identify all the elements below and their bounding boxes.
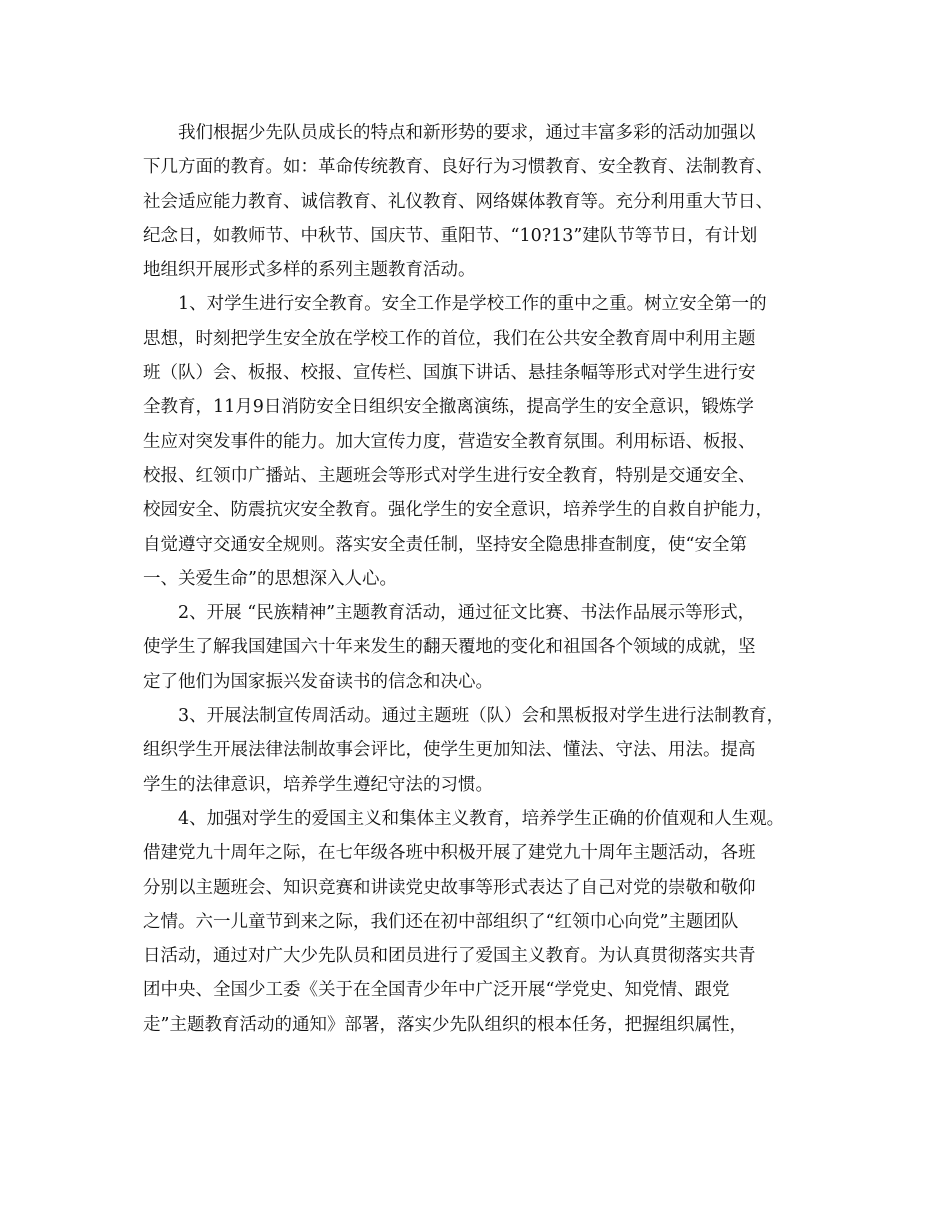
paragraph-intro xyxy=(143,116,823,287)
document-body xyxy=(143,116,823,1042)
text-line: 学生的法律意识，培养学生遵纪守法的习惯。 xyxy=(143,774,493,795)
text-line: 定了他们为国家振兴发奋读书的信念和决心。 xyxy=(143,671,493,692)
text-line: 1、对学生进行安全教育。安全工作是学校工作的重中之重。树立安全第一的 xyxy=(178,294,767,315)
paragraph-legal-week xyxy=(143,699,823,802)
text-line: 班（队）会、板报、校报、宣传栏、国旗下讲话、悬挂条幅等形式对学生进行安 xyxy=(143,363,756,384)
text-line: 借建党九十周年之际，在七年级各班中积极开展了建党九十周年主题活动，各班 xyxy=(143,843,756,864)
text-line: 我们根据少先队员成长的特点和新形势的要求，通过丰富多彩的活动加强以 xyxy=(178,123,756,143)
text-line: 全教育，11月9日消防安全日组织安全撤离演练，提高学生的安全意识，锻炼学 xyxy=(143,397,754,418)
text-line: 日活动，通过对广大少先队员和团员进行了爱国主义教育。为认真贯彻落实共青 xyxy=(143,946,756,967)
text-line: 生应对突发事件的能力。加大宣传力度，营造安全教育氛围。利用标语、板报、 xyxy=(143,431,756,452)
text-line: 4、加强对学生的爱国主义和集体主义教育，培养学生正确的价值观和人生观。 xyxy=(178,808,785,829)
text-line: 校园安全、防震抗灾安全教育。强化学生的安全意识，培养学生的自救自护能力， xyxy=(143,500,773,521)
text-line: 社会适应能力教育、诚信教育、礼仪教育、网络媒体教育等。充分利用重大节日、 xyxy=(143,191,773,212)
paragraph-patriotism xyxy=(143,802,823,1042)
text-line: 走”主题教育活动的通知》部署，落实少先队组织的根本任务，把握组织属性， xyxy=(143,1014,747,1035)
text-line: 下几方面的教育。如：革命传统教育、良好行为习惯教育、安全教育、法制教育、 xyxy=(143,157,773,178)
text-line: 纪念日，如教师节、中秋节、国庆节、重阳节、“10?13”建队节等节日，有计划 xyxy=(143,225,758,246)
text-line: 组织学生开展法律法制故事会评比，使学生更加知法、懂法、守法、用法。提高 xyxy=(143,740,756,761)
text-line: 之情。六一儿童节到来之际，我们还在初中部组织了“红领巾心向党”主题团队 xyxy=(143,911,739,932)
text-line: 一、关爱生命”的思想深入人心。 xyxy=(143,568,397,589)
paragraph-safety-education xyxy=(143,287,823,596)
text-line: 思想，时刻把学生安全放在学校工作的首位，我们在公共安全教育周中利用主题 xyxy=(143,328,756,349)
text-line: 地组织开展形式多样的系列主题教育活动。 xyxy=(143,260,476,281)
paragraph-national-spirit xyxy=(143,596,823,699)
text-line: 校报、红领巾广播站、主题班会等形式对学生进行安全教育，特别是交通安全、 xyxy=(143,465,756,486)
text-line: 使学生了解我国建国六十年来发生的翻天覆地的变化和祖国各个领域的成就，坚 xyxy=(143,637,756,658)
text-line: 3、开展法制宣传周活动。通过主题班（队）会和黑板报对学生进行法制教育， xyxy=(178,706,785,727)
text-line: 分别以主题班会、知识竞赛和讲读党史故事等形式表达了自己对党的崇敬和敬仰 xyxy=(143,877,756,898)
text-line: 2、开展 “民族精神”主题教育活动，通过征文比赛、书法作品展示等形式， xyxy=(178,603,756,624)
text-line: 自觉遵守交通安全规则。落实安全责任制，坚持安全隐患排查制度，使“安全第 xyxy=(143,534,747,555)
text-line: 团中央、全国少工委《关于在全国青少年中广泛开展“学党史、知党情、跟党 xyxy=(143,980,730,1001)
